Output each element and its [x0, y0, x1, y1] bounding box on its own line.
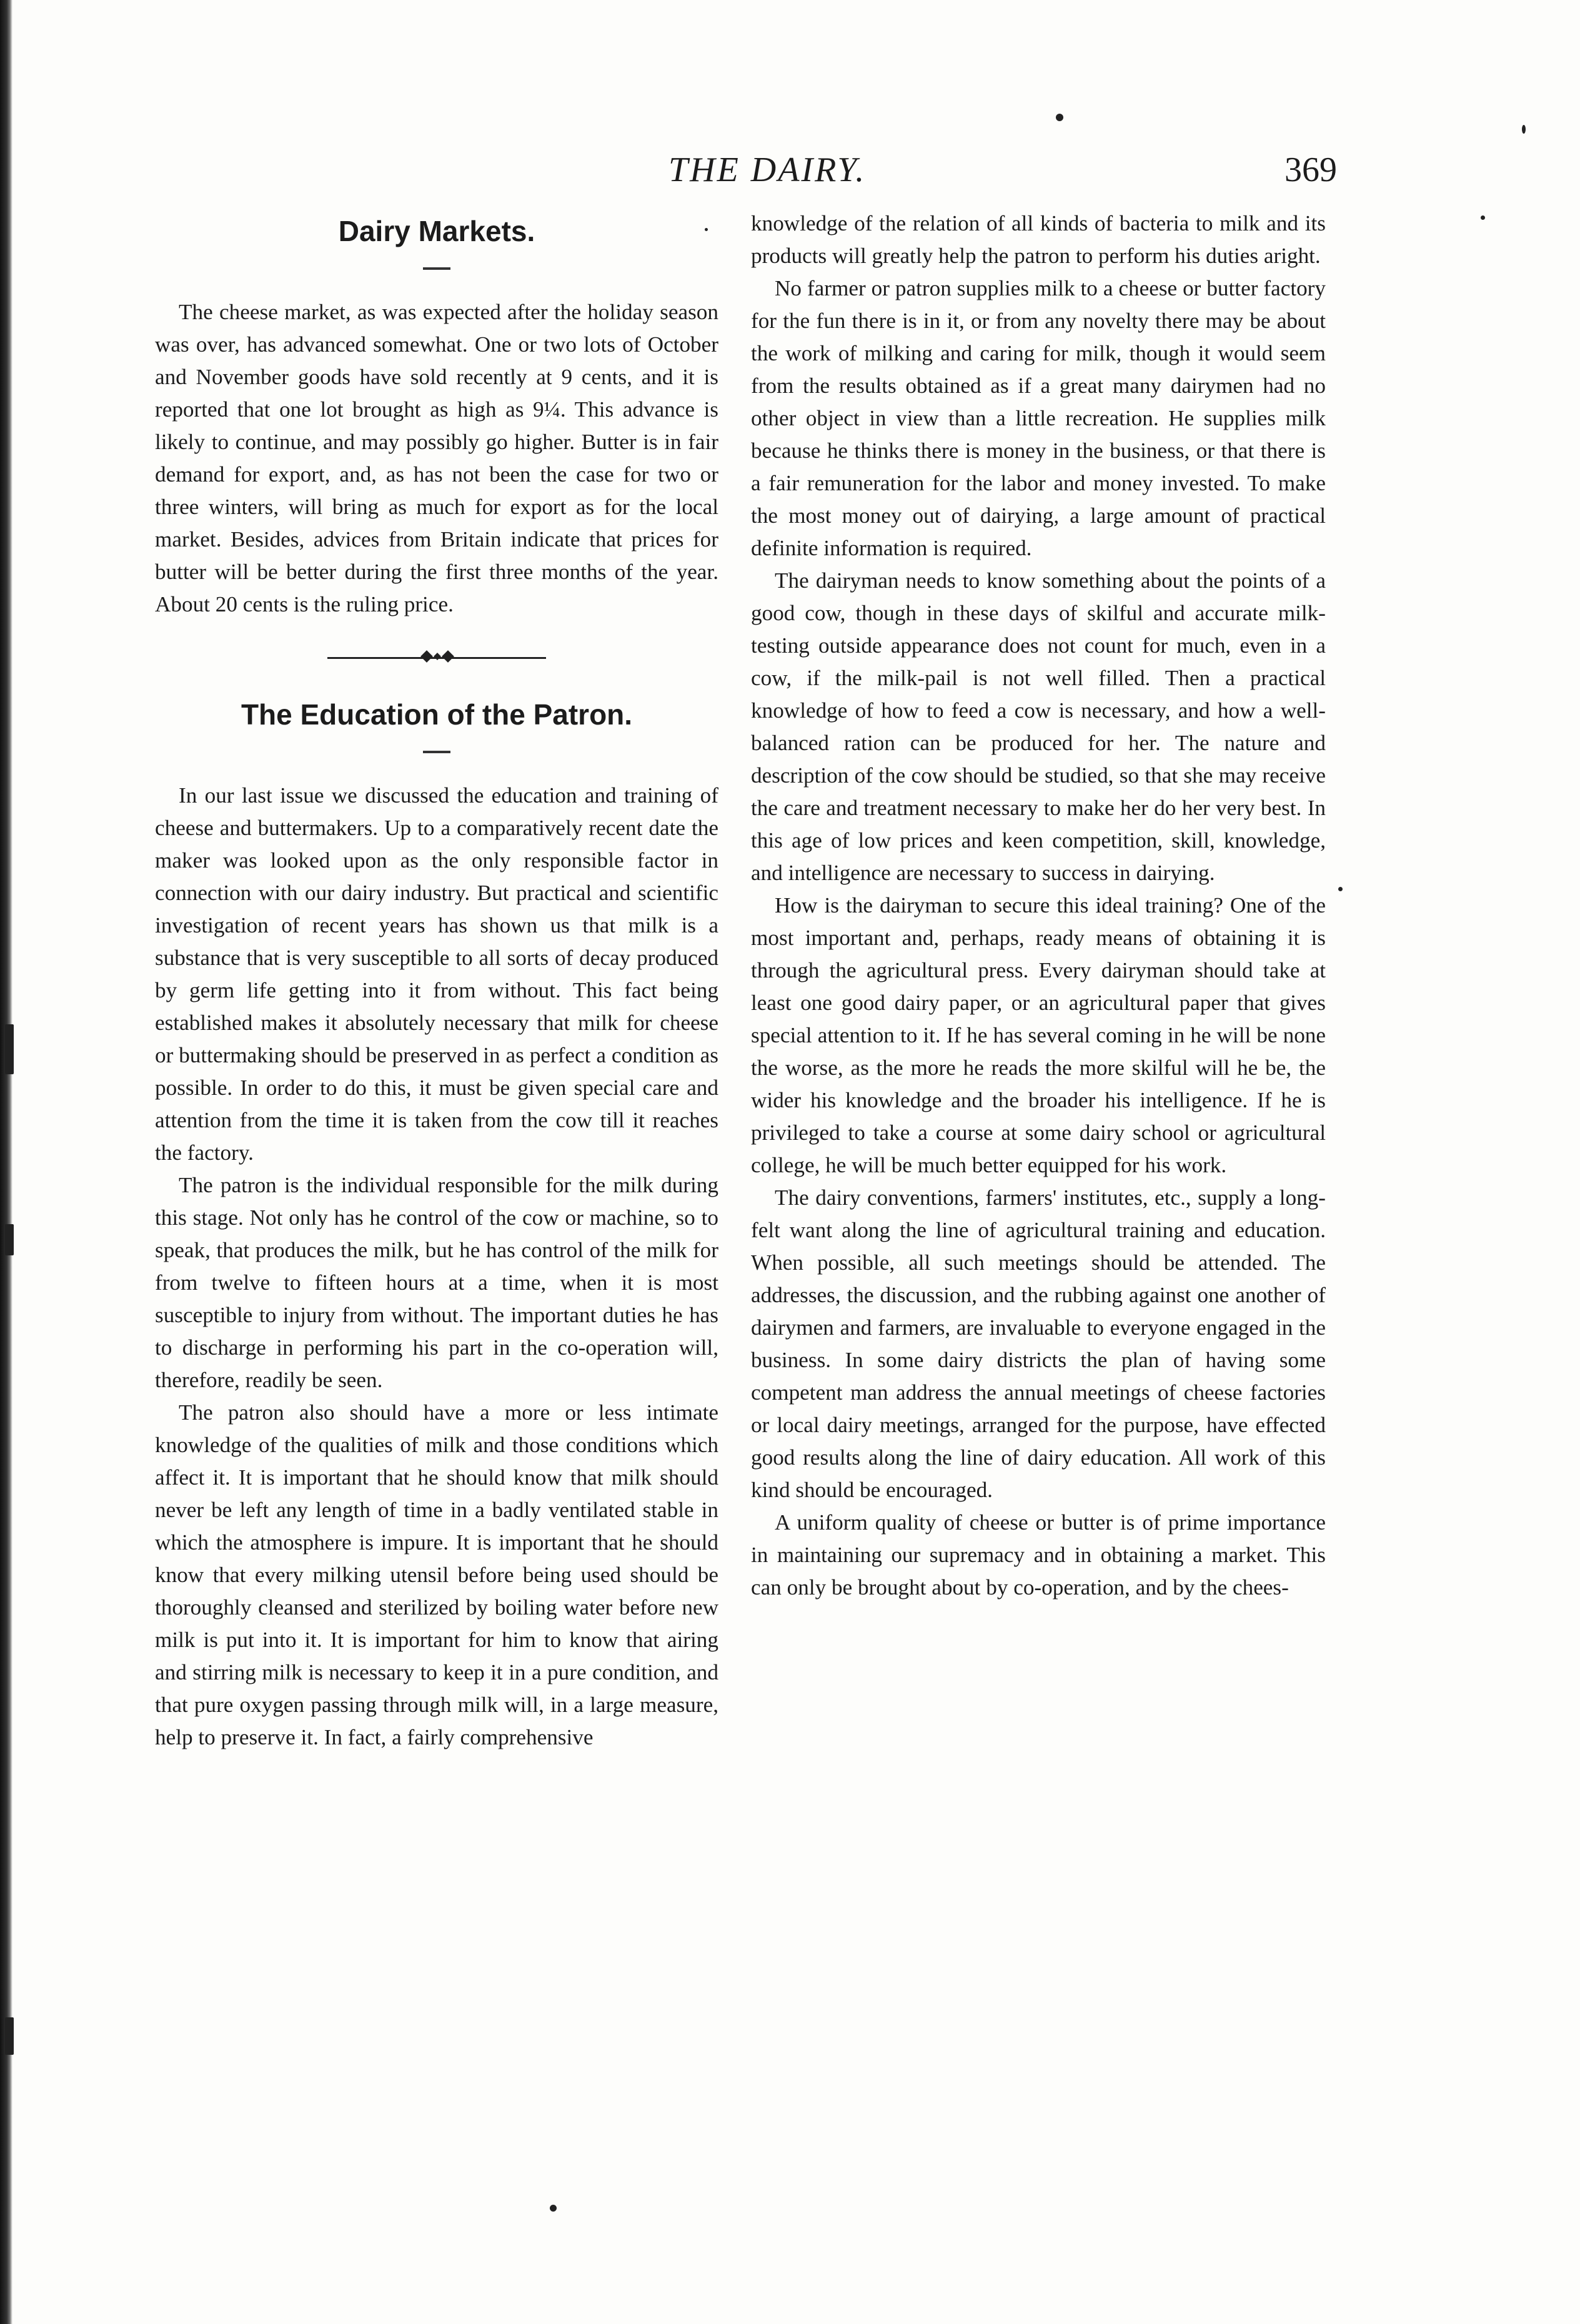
binding-mark — [5, 2017, 14, 2055]
page-binding-edge — [0, 0, 12, 2324]
paragraph: The patron also should have a more or less intimate knowledge of the qualities of milk and those conditions which affect it. It is important that he should know that milk should never be left any length of time in a badly ventilated stable in which the atmosphere is impure. It is important that he should know that every milking utensil before being used should be thoroughly cleansed and sterilized by boiling water before new milk is put into it. It is important for him to know that airing and stirring milk is necessary to keep it in a pure condition, and that pure oxygen passing through milk will, in a large measure, help to preserve it. In fact, a fairly comprehensive — [155, 1400, 718, 1749]
section-divider-ornament — [327, 648, 546, 667]
paragraph: The dairy conventions, farmers' institutes, etc., supply a long-felt want along the line of agricultural training and education. When possible, all such meetings should be attended. The addresses, the discussion, and the rubbing against one another of dairymen and farmers, are invaluable to everyone engaged in the business. In some dairy districts the plan of having some competent man address the annual meetings of cheese factories or local dairy meetings, arranged for the purpose, have effected good results along the line of dairy education. All work of this kind should be encouraged. — [751, 1185, 1326, 1502]
left-column — [155, 206, 718, 1754]
scan-speck — [1522, 125, 1526, 134]
title-dash — [423, 751, 450, 753]
scan-speck — [1338, 887, 1343, 891]
divider-diamond — [434, 653, 441, 660]
paragraph: knowledge of the relation of all kinds of bacteria to milk and its products will greatly help the patron to perform his duties aright. — [751, 211, 1326, 268]
divider-diamond — [420, 650, 433, 663]
binding-mark — [5, 1224, 14, 1255]
scan-speck — [1481, 215, 1485, 220]
right-column — [751, 207, 1326, 1604]
binding-mark — [5, 1024, 14, 1074]
paragraph: In our last issue we discussed the education and training of cheese and buttermakers. Up to a comparatively recent date the maker was looked upon as the only responsible factor in connection with our dairy industry. But practical and scientific investigation of recent years has shown us that milk is a substance that is very susceptible to all sorts of decay produced by germ life getting into it from without. This fact being established makes it absolutely necessary that milk for cheese or buttermaking should be preserved in as perfect a condition as possible. In order to do this, it must be given special care and attention from the time it is taken from the cow till it reaches the factory. — [155, 783, 718, 1165]
paragraph: The cheese market, as was expected after the holiday season was over, has advanced somewhat. One or two lots of October and November goods have sold recently at 9 cents, and it is reported that one lot brought as high as 9¼. This advance is likely to continue, and may possibly go higher. Butter is in fair demand for export, and, as has not been the case for two or three winters, will bring as much for export as for the local market. Besides, advices from Britain indicate that prices for butter will be better during the first three months of the year. About 20 cents is the ruling price. — [155, 300, 718, 616]
running-header — [156, 150, 1337, 200]
scan-speck — [1056, 114, 1063, 121]
paragraph: The dairyman needs to know something about the points of a good cow, though in these days of skilful and accurate milk-testing outside appearance does not count for much, even in a cow, if the milk-pail is not well filled. Then a practical knowledge of how to feed a cow is necessary, and how a well-balanced ration can be produced for her. The nature and description of the cow should be studied, so that she may receive the care and treatment necessary to make her do her very best. In this age of low prices and keen competition, skill, knowledge, and intelligence are necessary to success in dairying. — [751, 568, 1326, 885]
divider-diamond — [442, 650, 454, 663]
section-title-education-of-patron: The Education of the Patron. — [241, 698, 633, 731]
scan-speck — [550, 2205, 557, 2212]
title-dash — [423, 267, 450, 270]
scan-speck — [705, 228, 708, 231]
paragraph: No farmer or patron supplies milk to a cheese or butter factory for the fun there is in it, or from any novelty there may be about the work of milking and caring for milk, though it would seem from the results obtained as if a great many dairymen had no other object in view than a little recreation. He supplies milk because he thinks there is money in the business, or that there is a fair remuneration for the labor and money invested. To make the most money out of dairying, a large amount of practical definite information is required. — [751, 276, 1326, 560]
page-number: 369 — [1284, 151, 1337, 189]
section-title-dairy-markets: Dairy Markets. — [338, 215, 535, 247]
paragraph: A uniform quality of cheese or butter is of prime importance in maintaining our supremacy and in obtaining a market. This can only be brought about by co-operation, and by the chees- — [751, 1510, 1326, 1600]
paragraph: How is the dairyman to secure this ideal training? One of the most important and, perhaps, ready means of obtaining it is through the agricultural press. Every dairyman should take at least one good dairy paper, or an agricultural paper that gives special attention to it. If he has several coming in he will be none the worse, as the more he reads the more skilful will he be, the wider his knowledge and the broader his intelligence. If he is privileged to take a course at some dairy school or agricultural college, he will be much better equipped for his work. — [751, 893, 1326, 1177]
running-title: THE DAIRY. — [668, 151, 867, 189]
paragraph: The patron is the individual responsible for the milk during this stage. Not only has he control of the cow or machine, so to speak, that produces the milk, but he has control of the milk for from twelve to fifteen hours at a time, when it is most susceptible to injury from without. The important duties he has to discharge in performing his part in the co-operation will, therefore, readily be seen. — [155, 1173, 718, 1392]
